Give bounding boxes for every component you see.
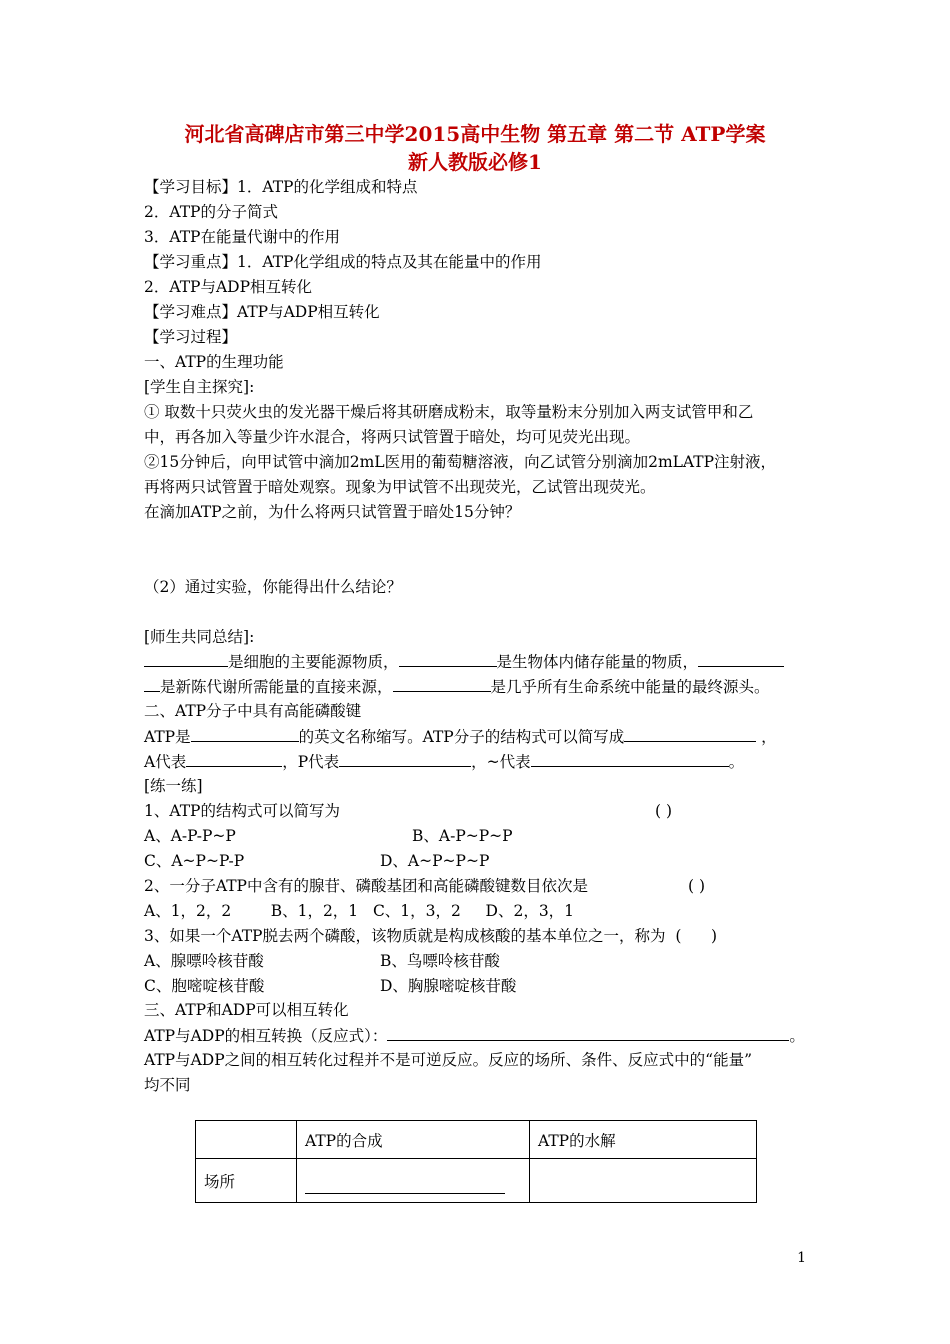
blank[interactable]: [393, 675, 491, 692]
text-line: 再将两只试管置于暗处观察。现象为甲试管不出现荧光，乙试管出现荧光。: [144, 478, 656, 496]
option-d[interactable]: D、A~P~P~P: [380, 852, 490, 870]
practice-q3: 3、如果一个ATP脱去两个磷酸，该物质就是构成核酸的基本单位之一，称为 ( ): [144, 927, 717, 945]
comparison-table: [195, 1120, 757, 1203]
table-cell: [196, 1121, 297, 1159]
text-line: 中，再各加入等量少许水混合，将两只试管置于暗处，均可见荧光出现。: [144, 428, 641, 446]
practice-q2-options[interactable]: A、1，2，2 B、1，2，1 C、1，3，2 D、2，3，1: [144, 902, 575, 920]
text-line: 2．ATP的分子简式: [144, 203, 278, 221]
doc-title-line1: 河北省高碑店市第三中学2015高中生物 第五章 第二节 ATP学案: [184, 122, 766, 146]
text-line: 【学习目标】1．ATP的化学组成和特点: [144, 178, 418, 196]
blank[interactable]: [144, 650, 228, 667]
option-a[interactable]: A、A-P-P~P: [144, 827, 236, 845]
practice-header: [练一练]: [144, 777, 203, 795]
blank[interactable]: [399, 650, 497, 667]
summary-text: 是几乎所有生命系统中能量的最终源头。: [490, 678, 770, 696]
section-3-heading: 三、ATP和ADP可以相互转化: [144, 1001, 349, 1019]
section-2-line-2: [144, 750, 744, 773]
text-line: 2．ATP与ADP相互转化: [144, 278, 313, 296]
option-d[interactable]: D、胸腺嘧啶核苷酸: [380, 977, 517, 995]
summary-text: 是生物体内储存能量的物质，: [496, 653, 699, 671]
option-c[interactable]: C、A~P~P-P: [144, 852, 245, 870]
practice-q2: 2、一分子ATP中含有的腺苷、磷酸基团和高能磷酸键数目依次是: [144, 877, 588, 895]
text-line: 【学习重点】1．ATP化学组成的特点及其在能量中的作用: [144, 253, 542, 271]
text-line: 【学习难点】ATP与ADP相互转化: [144, 303, 380, 321]
summary-line-1: [144, 650, 784, 673]
summary-line-2: [144, 675, 770, 698]
summary-header: [师生共同总结]:: [144, 628, 255, 646]
table-cell: 场所: [196, 1159, 297, 1203]
blank[interactable]: [624, 725, 756, 742]
section-3-line-1: [144, 1024, 805, 1047]
text: 。: [728, 753, 745, 771]
table-cell-blank[interactable]: [530, 1159, 757, 1203]
text-line: 一、ATP的生理功能: [144, 353, 284, 371]
option-b[interactable]: B、鸟嘌呤核苷酸: [380, 952, 500, 970]
section-3-line-2: ATP与ADP之间的相互转化过程并不是可逆反应。反应的场所、条件、反应式中的“能量”: [144, 1051, 753, 1069]
table-row: [196, 1159, 757, 1203]
text: ATP与ADP的相互转换（反应式）：: [144, 1027, 388, 1045]
blank[interactable]: [339, 750, 471, 767]
text: ，P代表: [282, 753, 340, 771]
blank[interactable]: [191, 725, 299, 742]
summary-text: 是细胞的主要能源物质，: [228, 653, 399, 671]
blank[interactable]: [387, 1024, 789, 1041]
table-cell: ATP的合成: [297, 1121, 530, 1159]
text-line: 【学习过程】: [144, 328, 238, 346]
doc-title-line2: 新人教版必修1: [408, 150, 542, 174]
text-line: ① 取数十只荧火虫的发光器干燥后将其研磨成粉末，取等量粉末分别加入两支试管甲和乙: [144, 403, 754, 421]
text: ，~代表: [471, 753, 531, 771]
section-2-line-1: [144, 725, 777, 748]
table-header-row: [196, 1121, 757, 1159]
text-line: 3．ATP在能量代谢中的作用: [144, 228, 340, 246]
blank[interactable]: [144, 675, 160, 692]
section-3-line-3: 均不同: [144, 1076, 191, 1094]
text: ，: [756, 728, 777, 746]
text: 。: [789, 1027, 805, 1045]
text: A代表: [144, 753, 187, 771]
option-b[interactable]: B、A-P~P~P: [412, 827, 513, 845]
summary-text: 是新陈代谢所需能量的直接来源，: [160, 678, 393, 696]
blank[interactable]: [531, 750, 729, 767]
blank[interactable]: [186, 750, 282, 767]
text: 的英文名称缩写。ATP分子的结构式可以简写成: [298, 728, 625, 746]
option-c[interactable]: C、胞嘧啶核苷酸: [144, 977, 265, 995]
text-line: 在滴加ATP之前，为什么将两只试管置于暗处15分钟？: [144, 503, 521, 521]
text-line: [学生自主探究]:: [144, 378, 255, 396]
question-2: （2）通过实验，你能得出什么结论？: [144, 578, 402, 596]
section-2-heading: 二、ATP分子中具有高能磷酸键: [144, 702, 362, 720]
text: ATP是: [144, 728, 191, 746]
blank[interactable]: [698, 650, 784, 667]
practice-q2-paren: ( ): [688, 877, 706, 895]
page-number: 1: [797, 1250, 806, 1266]
practice-q1-paren: ( ): [655, 802, 673, 820]
option-a[interactable]: A、腺嘌呤核苷酸: [144, 952, 264, 970]
practice-q1: 1、ATP的结构式可以简写为: [144, 802, 340, 820]
table-cell-blank[interactable]: [297, 1159, 530, 1203]
table-cell: ATP的水解: [530, 1121, 757, 1159]
text-line: ②15分钟后，向甲试管中滴加2mL医用的葡萄糖溶液，向乙试管分别滴加2mLATP注射液，: [144, 453, 777, 471]
